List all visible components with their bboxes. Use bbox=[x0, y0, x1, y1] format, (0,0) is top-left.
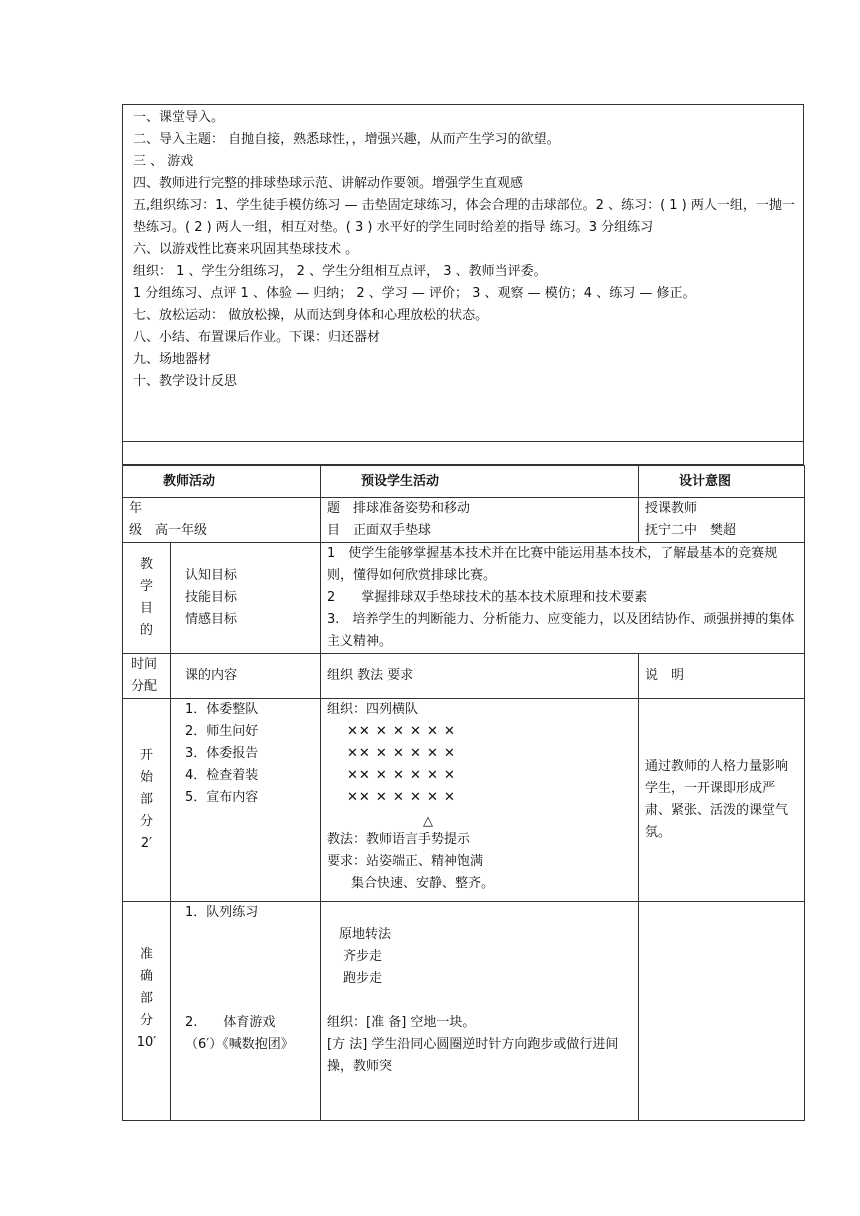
goal-item: 2 掌握排球双手垫球技术的基本技术原理和技术要素 bbox=[327, 590, 648, 605]
header-design-intent: 设计意图 bbox=[639, 466, 805, 498]
intro-line: 1 分组练习、点评 1 、体验 — 归纳； 2 、学习 — 评价； 3 、观察 — 模仿；4 、练习 — 修正。 bbox=[133, 286, 696, 301]
start-item: 1．体委整队 bbox=[185, 702, 259, 717]
prep-side bbox=[123, 902, 171, 1121]
columns-row bbox=[123, 654, 805, 699]
topic-label: 目 bbox=[327, 523, 341, 538]
side-char: 始 bbox=[139, 770, 153, 785]
grade-value: 高一年级 bbox=[155, 523, 208, 538]
topic-label: 题 bbox=[327, 501, 341, 516]
start-row bbox=[123, 699, 805, 902]
formation-row: ✕✕ ✕ ✕ ✕ ✕ ✕ bbox=[347, 724, 456, 739]
col-explain: 说 明 bbox=[639, 654, 805, 699]
start-note: 通过教师的人格力量影响学生，一开课即形成严肃、紧张、活泼的课堂气氛。 bbox=[639, 699, 805, 902]
blank-row bbox=[122, 442, 804, 465]
method-text: [方 法] 学生沿同心圆圈逆时针方向跑步或做行进间操，教师突 bbox=[327, 1037, 619, 1074]
side-char: 部 bbox=[139, 792, 153, 807]
side-char: 学 bbox=[139, 579, 153, 594]
prep-item: （6′）《喊数抱团》 bbox=[185, 1037, 294, 1052]
drill-text: 跑步走 bbox=[343, 971, 383, 986]
intro-line: 九、场地器材 bbox=[133, 352, 212, 367]
header-student-activity: 预设学生活动 bbox=[321, 466, 639, 498]
intro-line: 二、导入主题： 自抛自接，熟悉球性，，增强兴趣，从而产生学习的欲望。 bbox=[133, 132, 560, 147]
grade-label: 级 bbox=[129, 523, 143, 538]
col-org: 组织 教法 要求 bbox=[321, 654, 639, 699]
prep-row bbox=[123, 902, 805, 1121]
intro-line: 七、放松运动： 做放松操，从而达到身体和心理放松的状态。 bbox=[133, 308, 489, 323]
formation-row: ✕✕ ✕ ✕ ✕ ✕ ✕ bbox=[347, 790, 456, 805]
goal-label: 技能目标 bbox=[185, 590, 238, 605]
teacher-value: 抚宁二中 樊超 bbox=[645, 523, 737, 538]
topic-value: 排球准备姿势和移动 bbox=[353, 501, 471, 516]
lesson-table bbox=[122, 465, 805, 1121]
side-char: 开 bbox=[139, 748, 153, 763]
start-item: 3．体委报告 bbox=[185, 746, 259, 761]
side-char: 确 bbox=[139, 969, 153, 984]
requirement-text: 集合快速、安静、整齐。 bbox=[351, 876, 495, 891]
start-side bbox=[123, 699, 171, 902]
header-teacher-activity: 教师活动 bbox=[123, 466, 321, 498]
document-page bbox=[122, 104, 804, 1121]
intro-line: 组织： 1 、学生分组练习， 2 、学生分组相互点评， 3 、教师当评委。 bbox=[133, 264, 547, 279]
grade-label: 年 bbox=[129, 501, 143, 516]
intro-line: 三 、 游戏 bbox=[133, 154, 194, 169]
info-row bbox=[123, 498, 805, 543]
start-item: 5．宣布内容 bbox=[185, 790, 259, 805]
intro-line: 十、教学设计反思 bbox=[133, 374, 238, 389]
org-text: 组织：[准 备] 空地一块。 bbox=[327, 1015, 476, 1030]
side-char: 2′ bbox=[140, 836, 153, 851]
goal-label: 情感目标 bbox=[185, 612, 238, 627]
side-char: 的 bbox=[139, 623, 153, 638]
intro-line: 八、小结、布置课后作业。下课：归还器材 bbox=[133, 330, 381, 345]
start-item: 2．师生问好 bbox=[185, 724, 259, 739]
side-char: 部 bbox=[139, 991, 153, 1006]
prep-item: 1．队列练习 bbox=[185, 905, 259, 920]
side-char: 准 bbox=[139, 947, 153, 962]
topic-value: 正面双手垫球 bbox=[353, 523, 432, 538]
goal-label: 认知目标 bbox=[185, 568, 238, 583]
goals-row bbox=[123, 543, 805, 654]
col-time: 时间分配 bbox=[123, 654, 171, 699]
goals-side bbox=[123, 543, 171, 654]
side-char: 分 bbox=[139, 814, 153, 829]
side-char: 教 bbox=[139, 557, 153, 572]
side-char: 目 bbox=[139, 601, 153, 616]
intro-line: 五,组织练习：1、学生徒手模仿练习 — 击垫固定球练习，体会合理的击球部位。2 、练习：( 1 ) 两人一组，一抛一垫练习。( 2 ) 两人一组，相互对垫。( 3 ) 水平好的学生同时给差的指导 练习。3 分组练习 bbox=[133, 198, 795, 235]
formation-row: ✕✕ ✕ ✕ ✕ ✕ ✕ bbox=[347, 768, 456, 783]
intro-line: 四、教师进行完整的排球垫球示范、讲解动作要领。增强学生直观感 bbox=[133, 176, 524, 191]
method-text: 教法：教师语言手势提示 bbox=[327, 832, 471, 847]
drill-text: 原地转法 bbox=[339, 927, 392, 942]
start-item: 4．检查着装 bbox=[185, 768, 259, 783]
goal-item: 1 使学生能够掌握基本技术并在比赛中能运用基本技术，了解最基本的竞赛规则，懂得如何欣赏排球比赛。 bbox=[327, 546, 778, 583]
teacher-label: 授课教师 bbox=[645, 501, 698, 516]
requirement-text: 要求：站姿端正、精神饱满 bbox=[327, 854, 484, 869]
col-content: 课的内容 bbox=[171, 654, 321, 699]
teacher-triangle-icon: △ bbox=[423, 814, 434, 829]
intro-section bbox=[122, 104, 804, 442]
intro-line: 六、以游戏性比赛来巩固其垫球技术 。 bbox=[133, 242, 359, 257]
prep-item: 2. 体育游戏 bbox=[185, 1015, 276, 1030]
drill-text: 齐步走 bbox=[343, 949, 383, 964]
header-row bbox=[123, 466, 805, 498]
org-title: 组织：四列横队 bbox=[327, 702, 419, 717]
goal-item: 3. 培养学生的判断能力、分析能力、应变能力，以及团结协作、顽强拼搏的集体主义精神。 bbox=[327, 612, 795, 649]
formation-row: ✕✕ ✕ ✕ ✕ ✕ ✕ bbox=[347, 746, 456, 761]
intro-line: 一、课堂导入。 bbox=[133, 110, 225, 125]
prep-note bbox=[639, 902, 805, 1121]
side-char: 10′ bbox=[136, 1035, 157, 1050]
side-char: 分 bbox=[139, 1013, 153, 1028]
